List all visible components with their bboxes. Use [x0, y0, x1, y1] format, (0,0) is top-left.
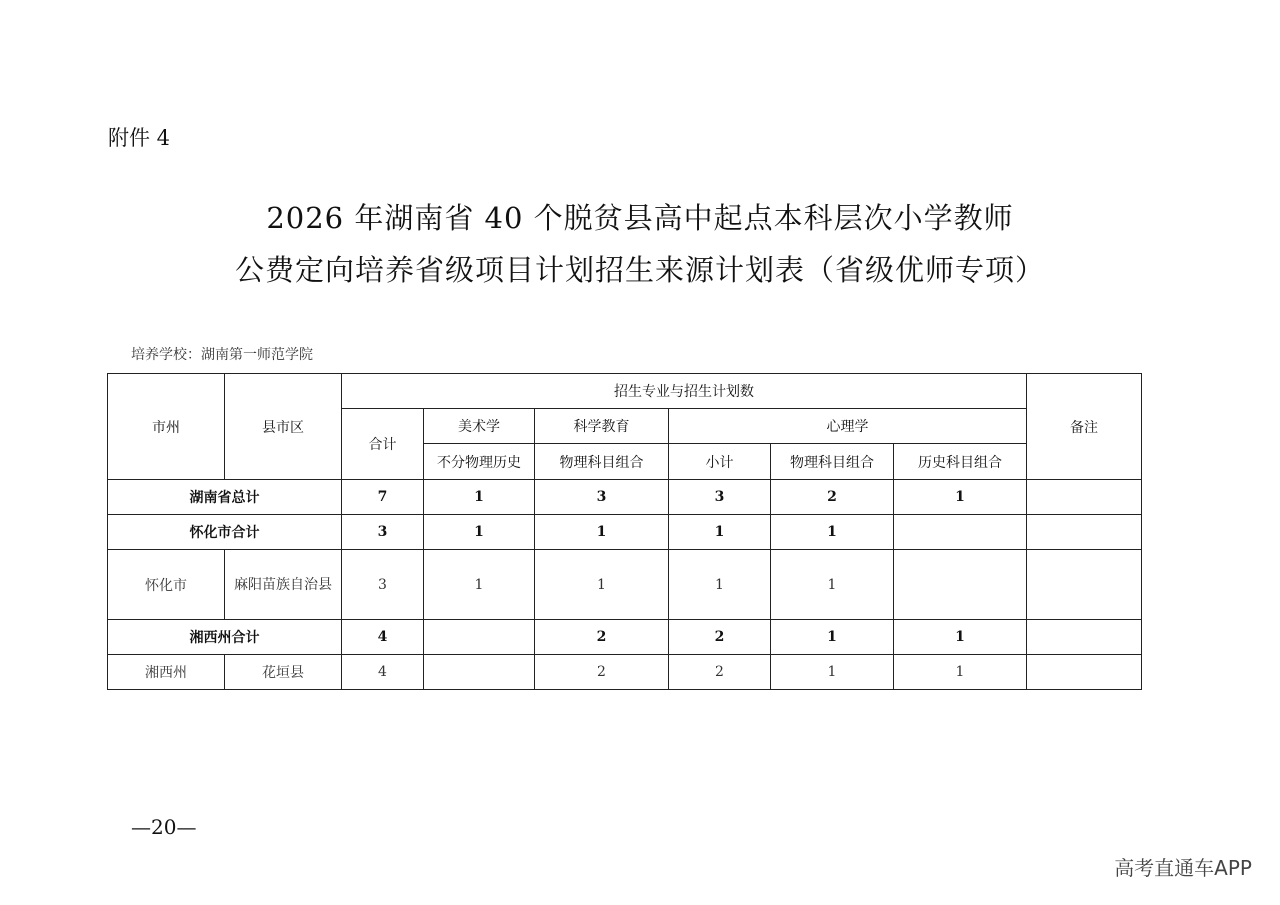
watermark: 高考直通车APP: [1114, 856, 1252, 880]
cell-remarks: [1027, 480, 1142, 515]
header-remarks: 备注: [1027, 374, 1142, 480]
cell-science: 3: [535, 480, 669, 515]
cell-psy-history: 1: [894, 480, 1027, 515]
cell-art: 1: [424, 515, 535, 550]
cell-psy-history: 1: [894, 620, 1027, 655]
header-science: 科学教育: [535, 409, 669, 444]
cell-psy-subtotal: 1: [669, 515, 771, 550]
attachment-label: 附件 4: [108, 126, 171, 150]
cell-psy-physics: 1: [771, 655, 894, 690]
row-label: 湖南省总计: [108, 480, 342, 515]
page-number: —20—: [131, 815, 197, 839]
cell-total: 4: [342, 620, 424, 655]
document-title-line-2: 公费定向培养省级项目计划招生来源计划表（省级优师专项）: [234, 253, 1045, 287]
header-city: 市州: [108, 374, 225, 480]
header-total: 合计: [342, 409, 424, 480]
cell-psy-physics: 1: [771, 515, 894, 550]
cell-science: 1: [535, 515, 669, 550]
cell-remarks: [1027, 550, 1142, 620]
cell-city: 怀化市: [108, 550, 225, 620]
cell-art: [424, 655, 535, 690]
cell-remarks: [1027, 515, 1142, 550]
cell-art: 1: [424, 550, 535, 620]
document-title-line-1: 2026 年湖南省 40 个脱贫县高中起点本科层次小学教师: [266, 201, 1014, 235]
cell-psy-physics: 1: [771, 620, 894, 655]
cell-art: [424, 620, 535, 655]
cell-art: 1: [424, 480, 535, 515]
table-row-mayang: [108, 550, 1142, 620]
cell-county: 花垣县: [225, 655, 342, 690]
row-label: 湘西州合计: [108, 620, 342, 655]
row-label: 怀化市合计: [108, 515, 342, 550]
cell-psy-subtotal: 3: [669, 480, 771, 515]
table-row-huayuan: [108, 655, 1142, 690]
cell-total: 4: [342, 655, 424, 690]
header-art-combo: 不分物理历史: [424, 444, 535, 480]
cell-psy-history: 1: [894, 655, 1027, 690]
header-science-combo: 物理科目组合: [535, 444, 669, 480]
header-plan-group: 招生专业与招生计划数: [342, 374, 1027, 409]
school-line: 培养学校：湖南第一师范学院: [131, 347, 313, 363]
cell-psy-subtotal: 2: [669, 655, 771, 690]
table-row-huaihua-total: [108, 515, 1142, 550]
header-county: 县市区: [225, 374, 342, 480]
header-psychology: 心理学: [669, 409, 1027, 444]
cell-psy-physics: 2: [771, 480, 894, 515]
cell-psy-history: [894, 515, 1027, 550]
cell-total: 3: [342, 550, 424, 620]
cell-remarks: [1027, 655, 1142, 690]
header-psy-history: 历史科目组合: [894, 444, 1027, 480]
cell-science: 2: [535, 620, 669, 655]
table-row-province-total: [108, 480, 1142, 515]
header-psy-physics: 物理科目组合: [771, 444, 894, 480]
cell-county: 麻阳苗族自治县: [225, 550, 342, 620]
header-art: 美术学: [424, 409, 535, 444]
cell-psy-history: [894, 550, 1027, 620]
cell-total: 3: [342, 515, 424, 550]
cell-psy-subtotal: 2: [669, 620, 771, 655]
cell-total: 7: [342, 480, 424, 515]
header-psy-subtotal: 小计: [669, 444, 771, 480]
cell-city: 湘西州: [108, 655, 225, 690]
enrollment-plan-table: [107, 373, 1142, 690]
cell-psy-subtotal: 1: [669, 550, 771, 620]
cell-psy-physics: 1: [771, 550, 894, 620]
cell-science: 2: [535, 655, 669, 690]
cell-remarks: [1027, 620, 1142, 655]
cell-science: 1: [535, 550, 669, 620]
table-row-xiangxi-total: [108, 620, 1142, 655]
